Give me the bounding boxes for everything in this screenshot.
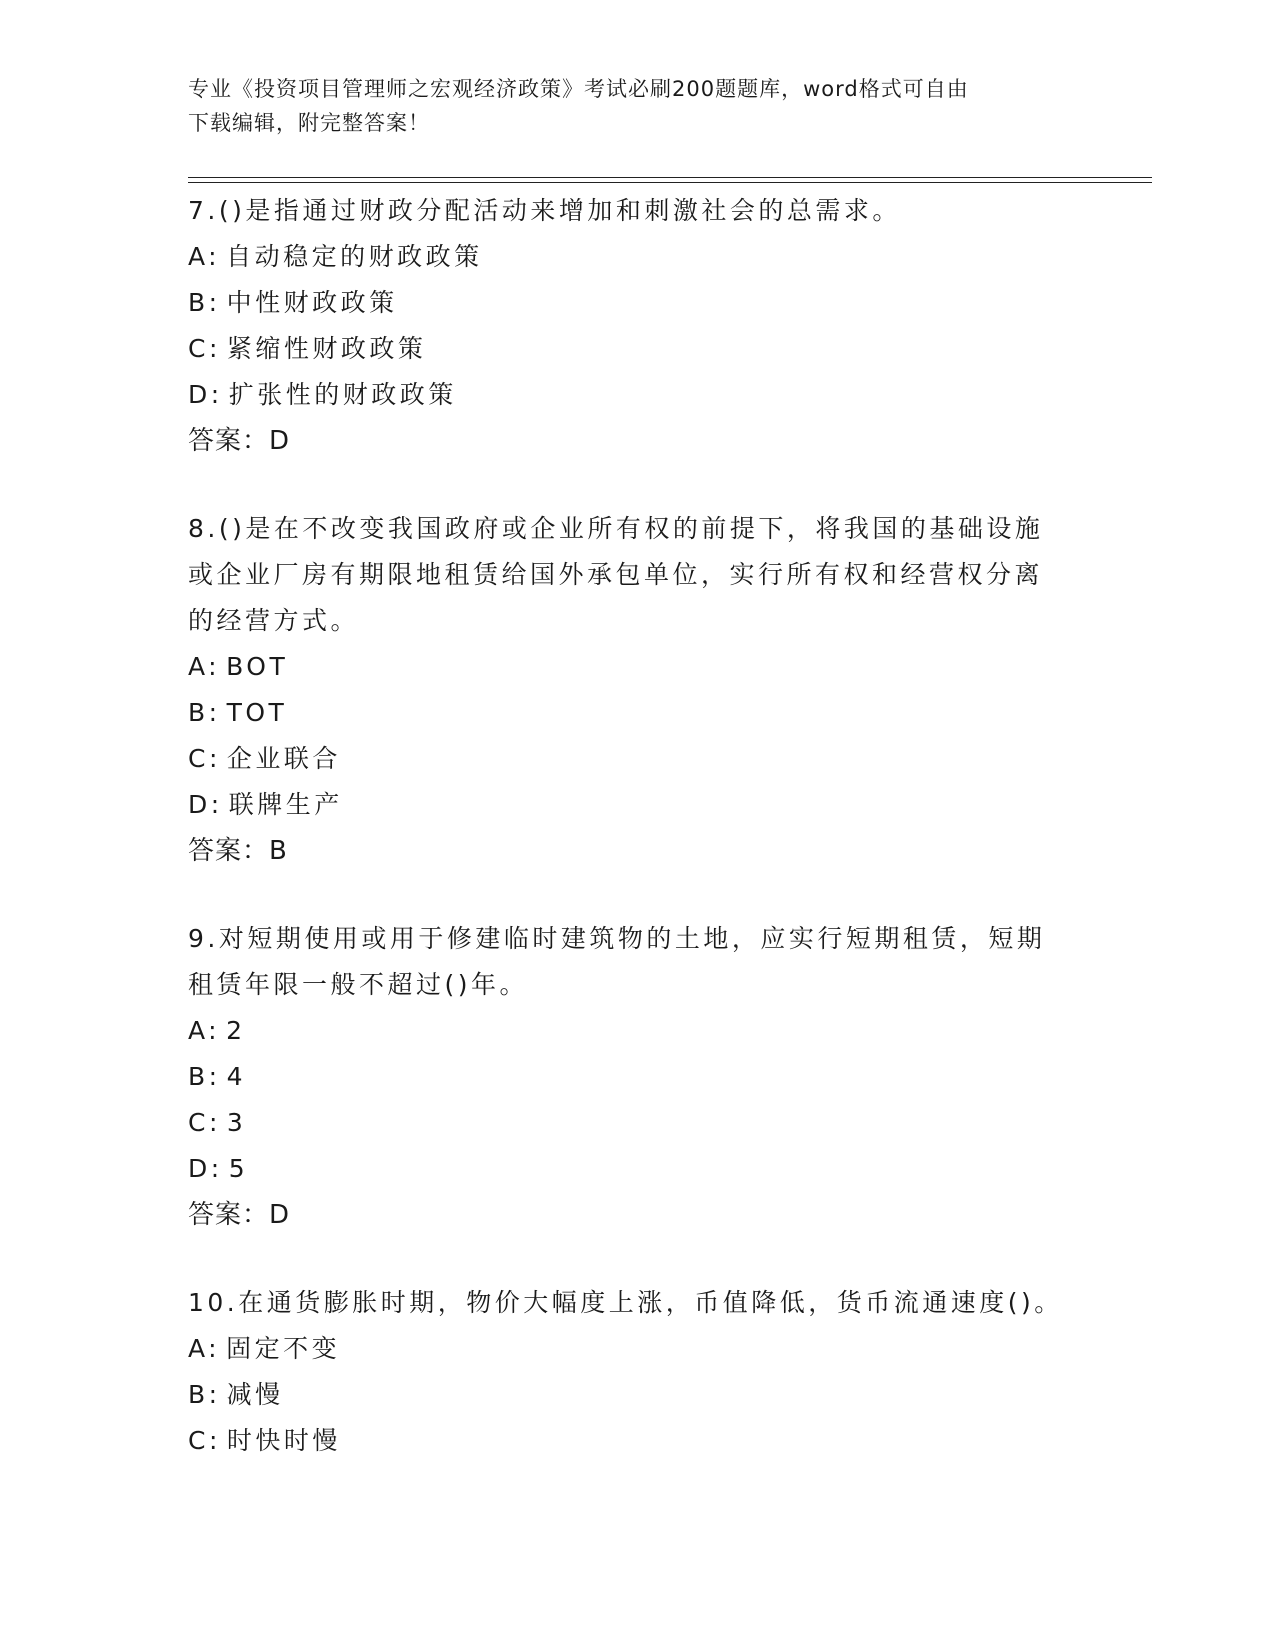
document-header: [188, 72, 1068, 140]
option-label: A:: [188, 1016, 221, 1045]
header-line-1: 专业《投资项目管理师之宏观经济政策》考试必刷200题题库，word格式可自由: [188, 77, 969, 101]
option-text: 扩张性的财政政策: [228, 380, 457, 409]
option-label: D:: [188, 1154, 223, 1183]
option-label: B:: [188, 698, 221, 727]
option-label: B:: [188, 1380, 221, 1409]
option-a: [188, 1008, 1068, 1054]
option-text: 5: [228, 1154, 249, 1183]
header-divider-top: [188, 177, 1152, 178]
option-label: D:: [188, 380, 223, 409]
option-text: TOT: [226, 698, 288, 727]
option-label: C:: [188, 744, 221, 773]
option-label: B:: [188, 1062, 221, 1091]
option-b: [188, 1372, 1068, 1418]
option-text: 时快时慢: [226, 1426, 341, 1455]
option-text: 2: [226, 1016, 246, 1045]
question-text: 10.在通货膨胀时期，物价大幅度上涨，币值降低，货币流通速度()。: [188, 1288, 1063, 1317]
option-text: 中性财政政策: [226, 288, 398, 317]
option-label: C:: [188, 1426, 221, 1455]
option-text: 紧缩性财政政策: [226, 334, 427, 363]
option-c: [188, 1100, 1068, 1146]
option-text: 固定不变: [226, 1334, 341, 1363]
option-text: BOT: [226, 652, 289, 681]
answer: 答案：B: [188, 836, 288, 866]
question-text: 8.()是在不改变我国政府或企业所有权的前提下，将我国的基础设施或企业厂房有期限地租赁给国外承包单位，实行所有权和经营权分离的经营方式。: [188, 514, 1044, 635]
option-label: B:: [188, 288, 221, 317]
option-d: [188, 782, 1068, 828]
option-label: A:: [188, 242, 221, 271]
option-label: C:: [188, 334, 221, 363]
header-divider-bottom: [188, 182, 1152, 183]
option-text: 4: [226, 1062, 246, 1091]
option-c: [188, 1418, 1068, 1464]
question-8: [188, 506, 1068, 874]
answer: 答案：D: [188, 1200, 291, 1230]
option-label: C:: [188, 1108, 221, 1137]
option-b: [188, 1054, 1068, 1100]
question-list: [188, 188, 1068, 1506]
question-text: 7.()是指通过财政分配活动来增加和刺激社会的总需求。: [188, 196, 901, 225]
option-label: D:: [188, 790, 223, 819]
option-text: 3: [226, 1108, 247, 1137]
option-c: [188, 736, 1068, 782]
answer: 答案：D: [188, 426, 291, 456]
option-d: [188, 372, 1068, 418]
option-label: A:: [188, 1334, 221, 1363]
option-b: [188, 690, 1068, 736]
option-label: A:: [188, 652, 221, 681]
option-a: [188, 1326, 1068, 1372]
option-c: [188, 326, 1068, 372]
question-text: 9.对短期使用或用于修建临时建筑物的土地，应实行短期租赁，短期租赁年限一般不超过()年。: [188, 924, 1046, 999]
question-10: [188, 1280, 1068, 1464]
question-7: [188, 188, 1068, 464]
option-a: [188, 234, 1068, 280]
option-a: [188, 644, 1068, 690]
option-text: 自动稳定的财政政策: [226, 242, 483, 271]
option-d: [188, 1146, 1068, 1192]
question-9: [188, 916, 1068, 1238]
option-b: [188, 280, 1068, 326]
option-text: 企业联合: [226, 744, 341, 773]
header-line-2: 下载编辑，附完整答案！: [188, 111, 430, 135]
option-text: 减慢: [226, 1380, 284, 1409]
option-text: 联牌生产: [228, 790, 343, 819]
